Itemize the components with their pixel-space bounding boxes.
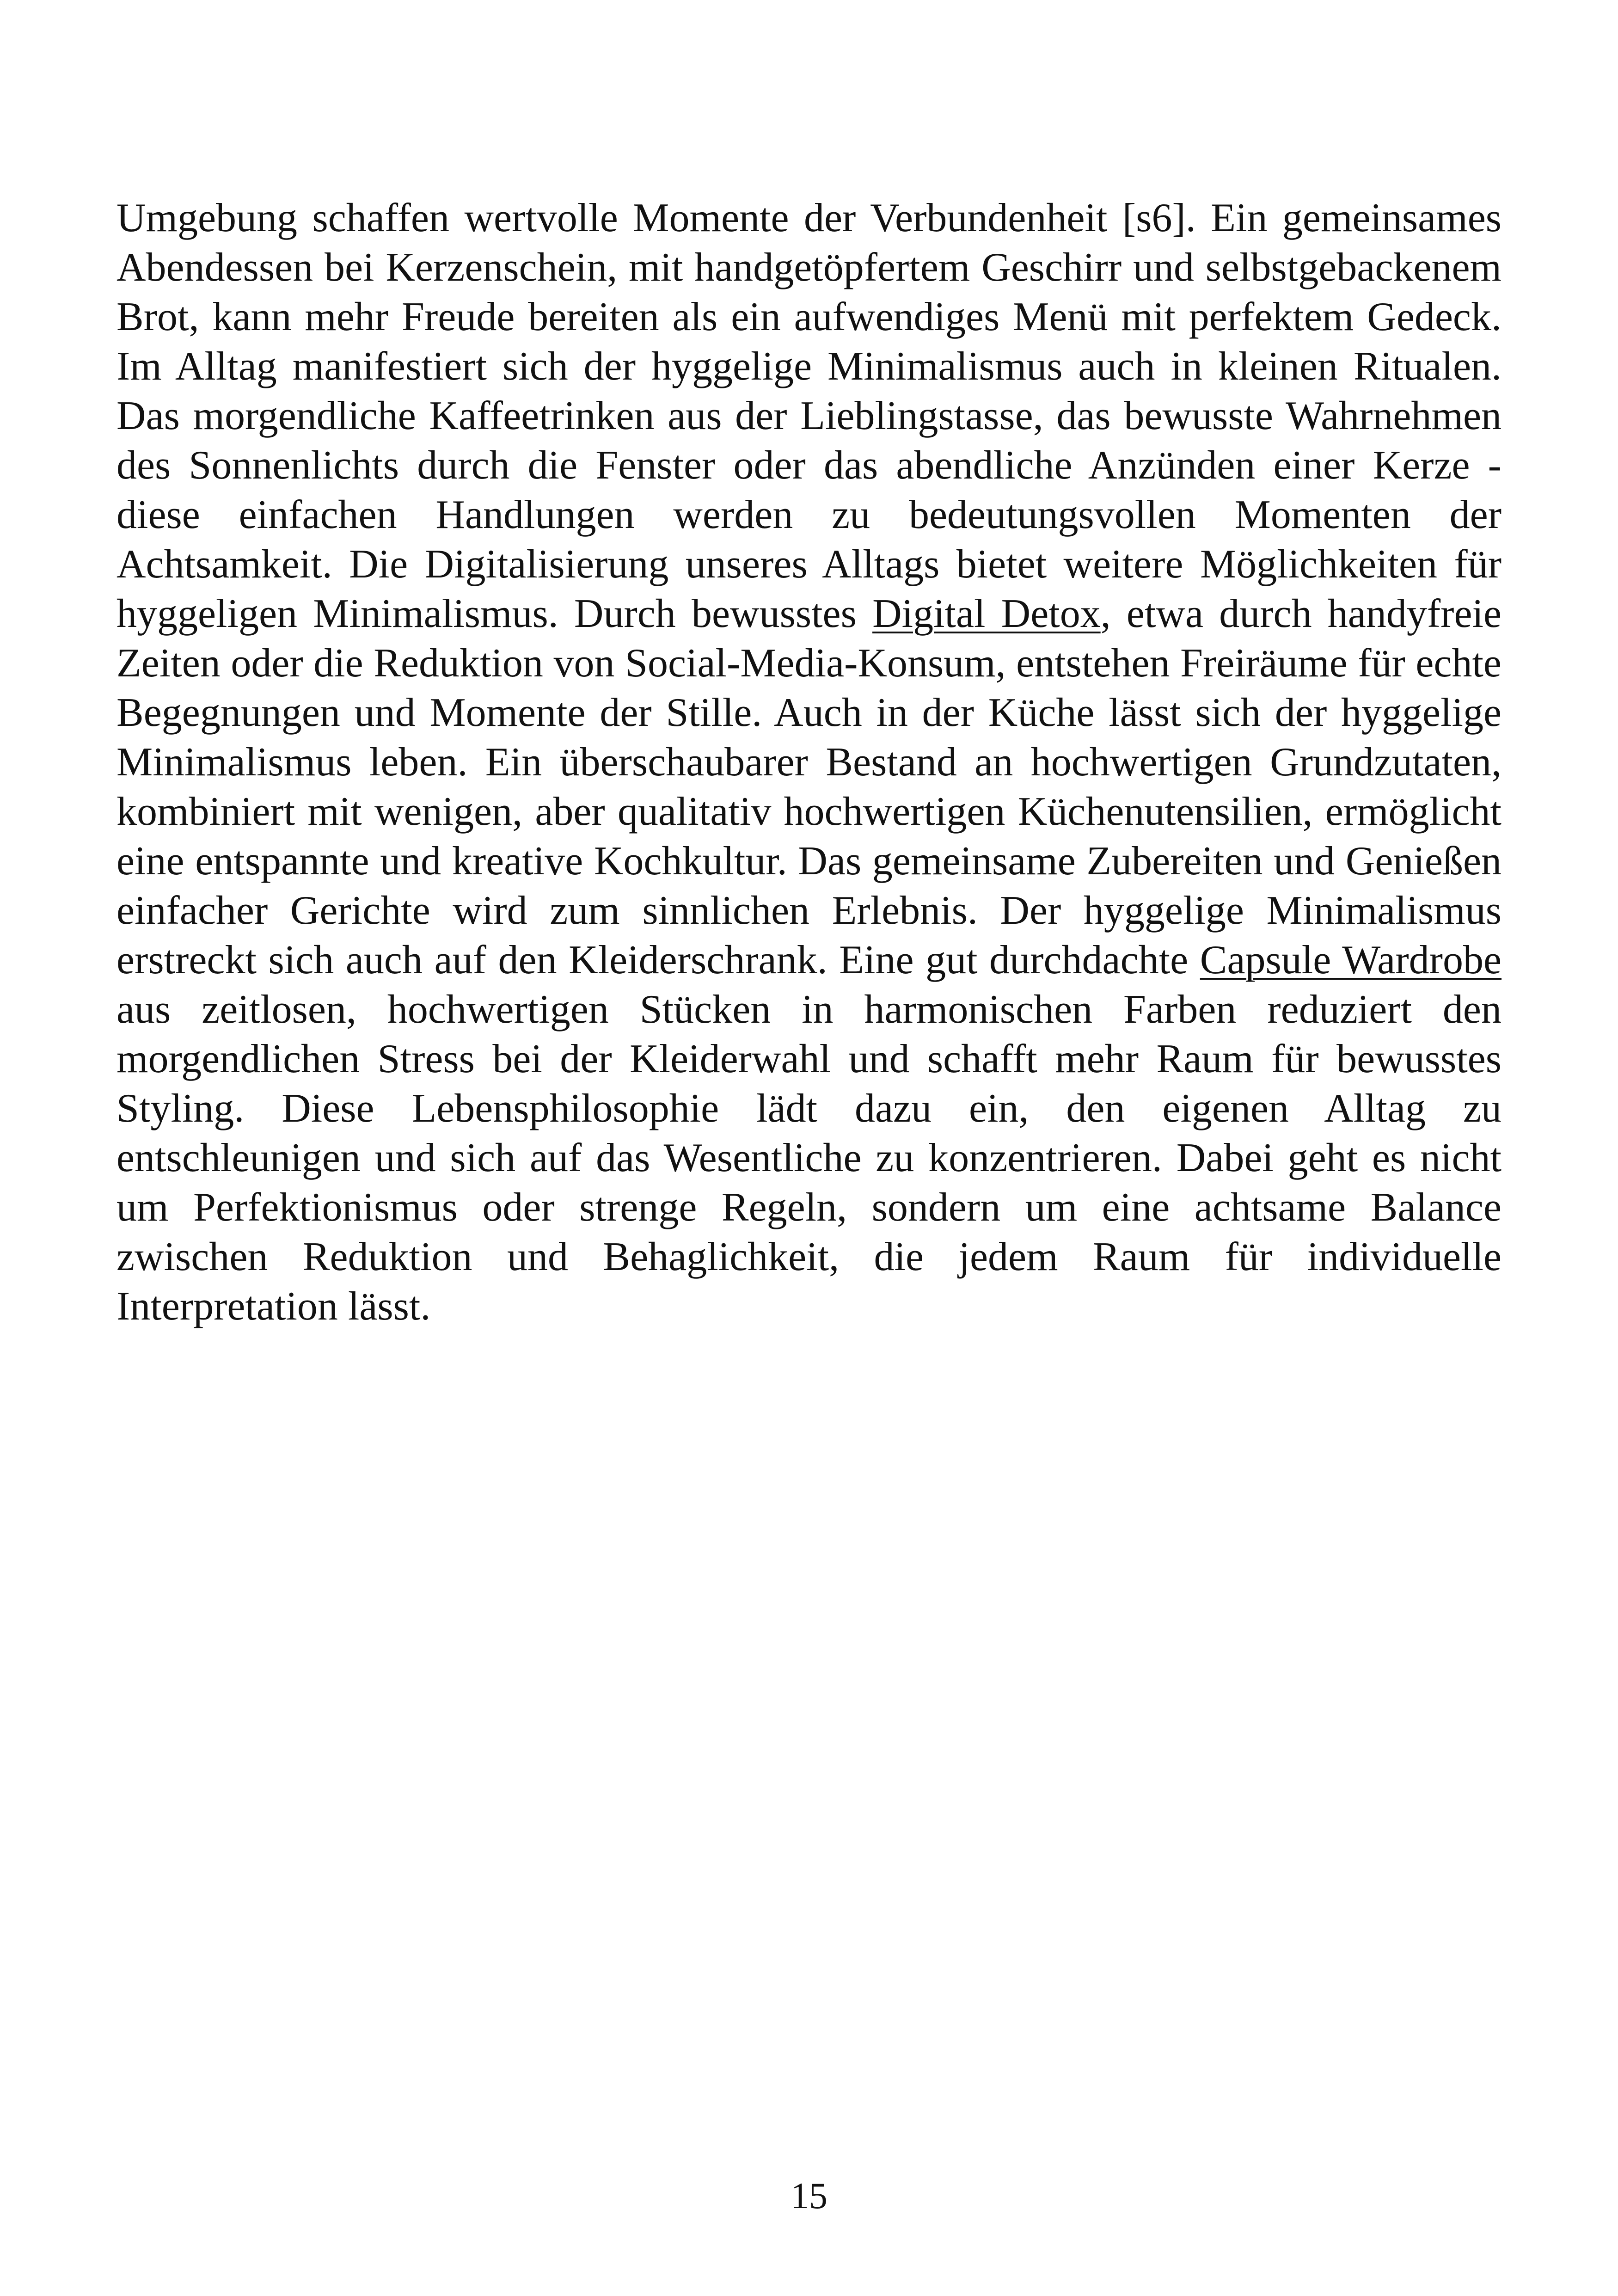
paragraph-text-start: Umgebung schaffen wertvolle Momente der Verbundenheit [s6]. Ein gemeinsames Abendessen bei Kerzenschein, mit handgetöpfertem Geschirr und selbstgebackenem Brot, kann mehr Freude bereiten als ein aufwendiges Menü mit perfektem Gedeck. Im Alltag manifestiert sich der hyggelige Minimalismus auch in kleinen Ritualen. Das morgendliche Kaffeetrinken aus der Lieblingstasse, das bewusste Wahrnehmen des Sonnenlichts durch die Fenster oder das abendliche Anzünden einer Kerze - diese einfachen Handlungen werden zu bedeutungsvollen Momenten der Achtsamkeit. Die Digitalisierung unseres Alltags bietet weitere Möglichkeiten für hyggeligen Minimalismus. Durch bewusstes	[116, 196, 1502, 636]
page-number: 15	[791, 2176, 827, 2216]
paragraph-text-end: aus zeitlosen, hochwertigen Stücken in harmonischen Farben reduziert den morgendlichen Stress bei der Kleiderwahl und schafft mehr Raum für bewusstes Styling. Diese Lebensphilosophie lädt dazu ein, den eigenen Alltag zu entschleunigen und sich auf das Wesentliche zu konzentrieren. Dabei geht es nicht um Perfektionismus oder strenge Regeln, sondern um eine achtsame Balance zwischen Reduktion und Behaglichkeit, die jedem Raum für individuelle Interpretation lässt.	[116, 987, 1502, 1329]
capsule-wardrobe-link[interactable]: Capsule Wardrobe	[1200, 938, 1502, 982]
body-paragraph	[116, 193, 1502, 1331]
digital-detox-link[interactable]: Digital Detox	[872, 591, 1101, 636]
paragraph-text-middle: , etwa durch handyfreie Zeiten oder die Reduktion von Social-Media-Konsum, entstehen Freiräume für echte Begegnungen und Momente der Stille. Auch in der Küche lässt sich der hyggelige Minimalismus leben. Ein überschaubarer Bestand an hochwertigen Grundzutaten, kombiniert mit wenigen, aber qualitativ hochwertigen Küchenutensilien, ermöglicht eine entspannte und kreative Kochkultur. Das gemeinsame Zubereiten und Genießen einfacher Gerichte wird zum sinnlichen Erlebnis. Der hyggelige Minimalismus erstreckt sich auch auf den Kleiderschrank. Eine gut durchdachte	[116, 591, 1502, 982]
